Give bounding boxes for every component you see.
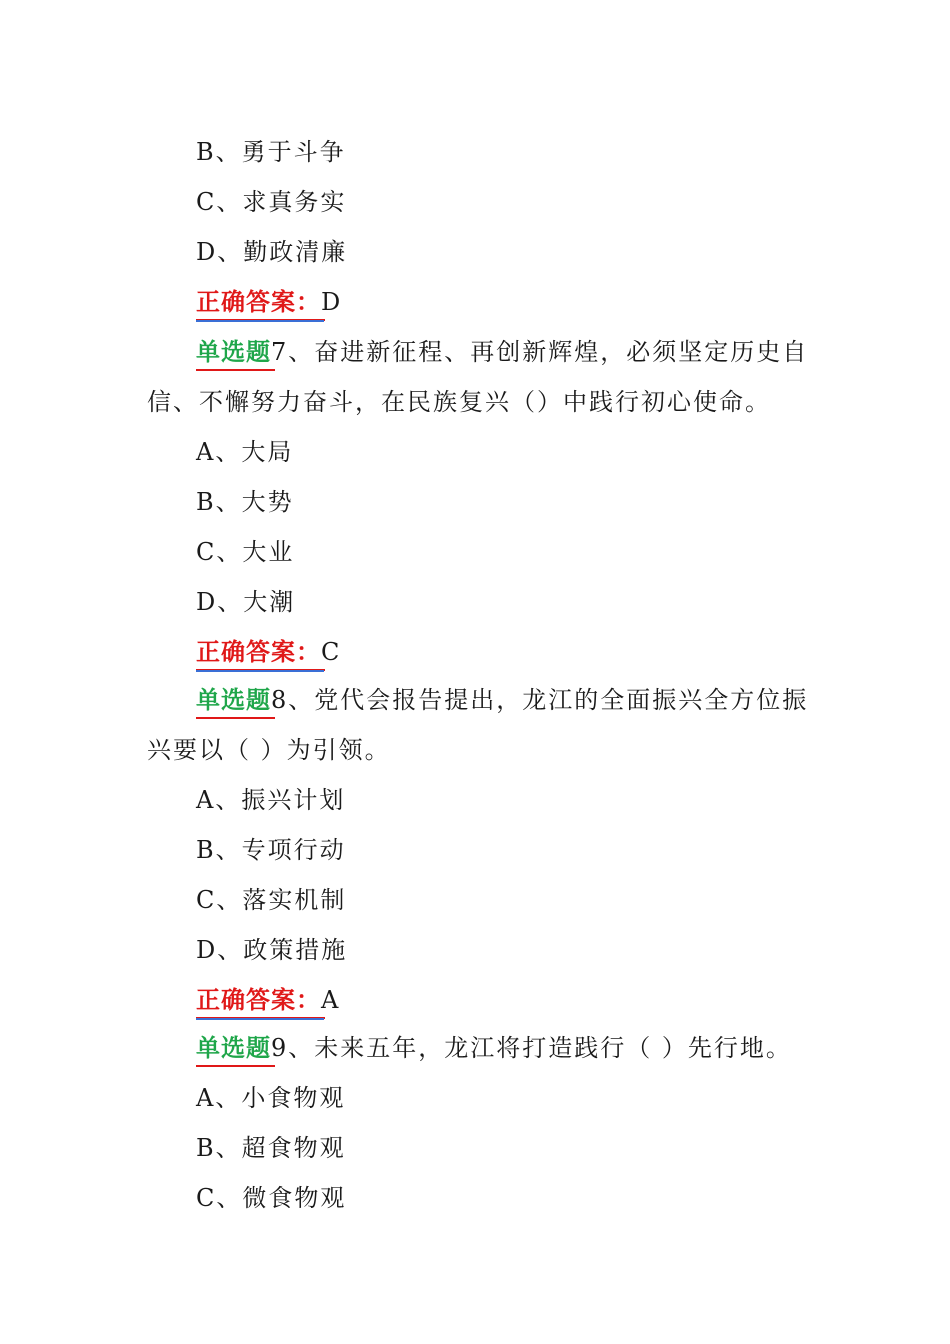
answer-underline [196, 320, 324, 322]
option-c: C、求真务实 [196, 188, 347, 216]
question-text: 7、奋进新征程、再创新辉煌，必须坚定历史自 [271, 338, 809, 366]
answer-line [196, 286, 342, 318]
question-text: 8、党代会报告提出，龙江的全面振兴全方位振 [271, 686, 809, 714]
option-c: C、微食物观 [196, 1184, 347, 1212]
question-8-line-1 [196, 684, 808, 716]
option-c: C、落实机制 [196, 886, 347, 914]
option-d: D、勤政清廉 [196, 238, 348, 266]
question-8-line-2: 兴要以（ ）为引领。 [147, 736, 391, 764]
option-a: A、小食物观 [196, 1084, 346, 1112]
answer-label: 正确答案： [196, 638, 321, 666]
option-a: A、大局 [196, 438, 294, 466]
question-type-tag: 单选题 [196, 1034, 271, 1062]
option-d: D、大潮 [196, 588, 296, 616]
answer-label: 正确答案： [196, 288, 321, 316]
answer-value: A [321, 986, 341, 1014]
question-text: 9、未来五年，龙江将打造践行（ ）先行地。 [271, 1034, 792, 1062]
answer-underline [196, 1018, 324, 1020]
option-b: B、勇于斗争 [196, 138, 346, 166]
option-c: C、大业 [196, 538, 295, 566]
option-b: B、专项行动 [196, 836, 346, 864]
question-type-tag: 单选题 [196, 686, 271, 714]
question-type-tag: 单选题 [196, 338, 271, 366]
option-b: B、大势 [196, 488, 294, 516]
question-7-line-1 [196, 336, 808, 368]
option-a: A、振兴计划 [196, 786, 346, 814]
answer-line [196, 636, 341, 668]
question-7-line-2: 信、不懈努力奋斗，在民族复兴（）中践行初心使命。 [147, 388, 771, 416]
answer-value: D [321, 288, 343, 316]
answer-line [196, 984, 340, 1016]
option-d: D、政策措施 [196, 936, 348, 964]
option-b: B、超食物观 [196, 1134, 346, 1162]
answer-value: C [321, 638, 342, 666]
answer-label: 正确答案： [196, 986, 321, 1014]
answer-underline [196, 670, 324, 672]
question-9-line-1 [196, 1032, 792, 1064]
